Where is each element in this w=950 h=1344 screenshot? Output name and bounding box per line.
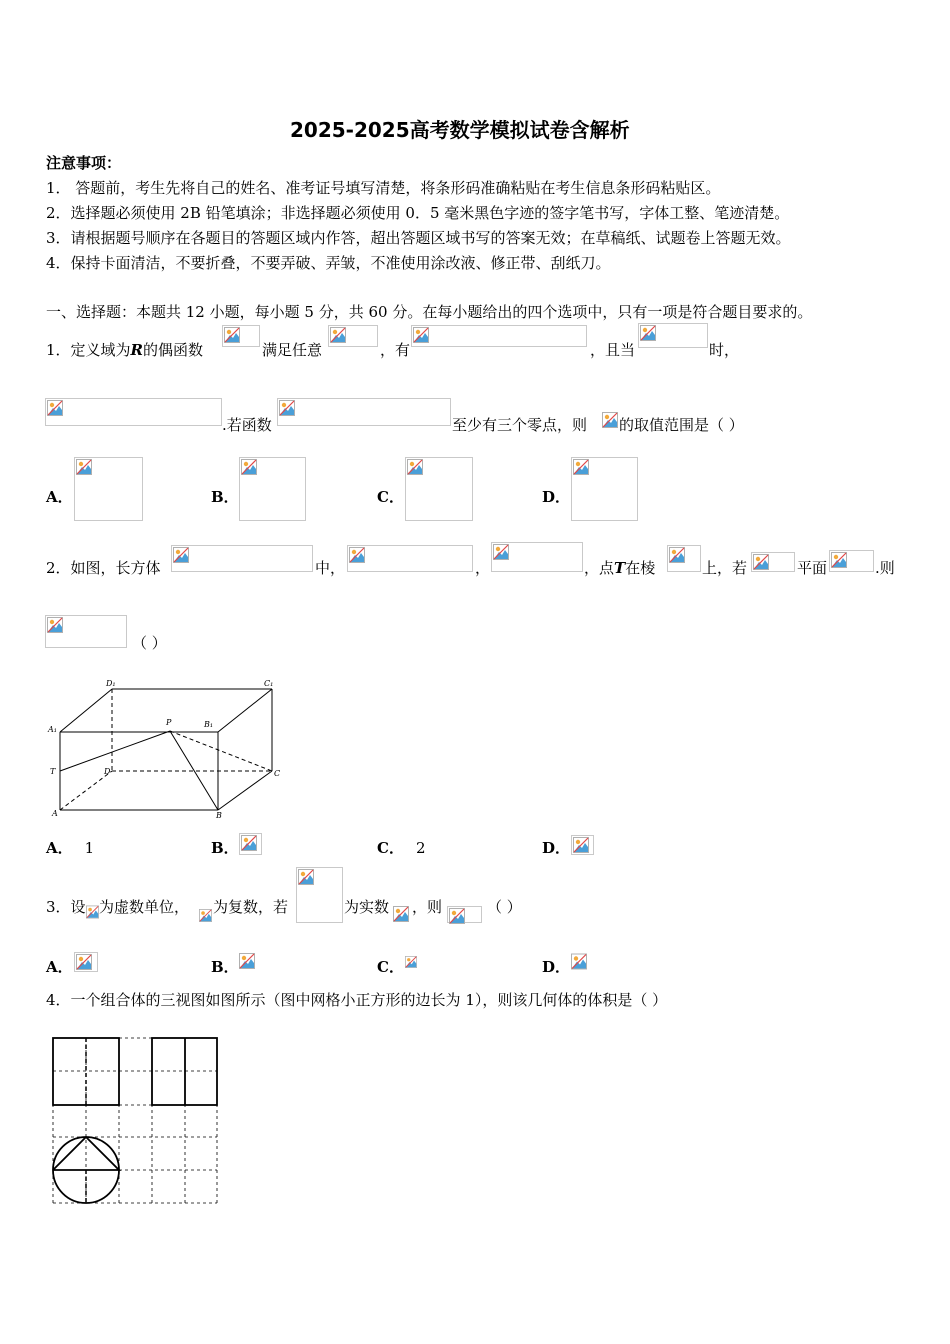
option-image: [74, 457, 143, 521]
vertex-label: C: [274, 769, 281, 778]
image-placeholder-icon: [241, 459, 257, 475]
image-placeholder-icon: [47, 617, 63, 633]
formula-image: [751, 552, 795, 572]
image-placeholder-icon: [224, 327, 240, 343]
option-image: [239, 457, 306, 521]
image-placeholder-icon: [86, 904, 99, 920]
q2-text: .则: [875, 559, 895, 577]
option-label: D．: [542, 958, 571, 976]
formula-image: [45, 398, 222, 426]
vertex-label: D: [104, 767, 111, 776]
image-placeholder-icon: [298, 869, 314, 885]
image-placeholder-icon: [640, 325, 656, 341]
option: A． 1: [46, 839, 95, 857]
option-label: B．: [211, 839, 239, 857]
q3-text: 为虚数单位，: [99, 898, 190, 916]
q2-text: （ ）: [132, 634, 167, 652]
cuboid-figure: [46, 675, 286, 820]
image-placeholder-icon: [76, 954, 92, 970]
image-placeholder-icon: [279, 400, 295, 416]
page-title: 2025-2025高考数学模拟试卷含解析: [290, 118, 630, 142]
notice-item: 1． 答题前，考生先将自己的姓名、准考证号填写清楚，将条形码准确粘贴在考生信息条形码粘贴区。: [46, 179, 721, 197]
notice-item: 4．保持卡面清洁，不要折叠，不要弄破、弄皱，不准使用涂改液、修正带、刮纸刀。: [46, 254, 611, 272]
q2-text: 上，若: [702, 559, 748, 577]
vertex-label: B: [216, 811, 222, 820]
three-view-figure: [50, 1035, 222, 1209]
q2-text: ，: [475, 559, 491, 577]
option-label: B．: [211, 958, 239, 976]
option-label: A．: [46, 958, 73, 976]
image-placeholder-icon: [405, 953, 417, 971]
option-image: [571, 457, 638, 521]
formula-image: [491, 542, 583, 572]
q3-text: ，则: [412, 898, 443, 916]
image-placeholder-icon: [571, 952, 587, 971]
q4-text: 4．一个组合体的三视图如图所示（图中网格小正方形的边长为 1），则该几何体的体积是（ ）: [46, 991, 668, 1009]
image-placeholder-icon: [669, 547, 685, 563]
q1-text: ，且当: [590, 341, 636, 359]
formula-image: [447, 906, 482, 923]
option-label: C．: [377, 958, 404, 976]
image-placeholder-icon: [407, 459, 423, 475]
q3-text: （ ）: [487, 898, 522, 916]
formula-image: [411, 325, 587, 347]
notice-heading: 注意事项：: [46, 154, 122, 172]
image-placeholder-icon: [393, 906, 409, 922]
image-placeholder-icon: [47, 400, 63, 416]
formula-image: [277, 398, 451, 426]
vertex-label: T: [50, 767, 56, 776]
q1-text: 时，: [709, 341, 740, 359]
option-image: [571, 835, 594, 855]
formula-image: [296, 867, 343, 923]
q1-text: 的取值范围是（ ）: [619, 416, 744, 434]
option-label: C．: [377, 488, 404, 506]
image-placeholder-icon: [241, 835, 257, 851]
vertex-label: D₁: [106, 679, 116, 688]
q1-text: 至少有三个零点，则: [452, 416, 588, 434]
image-placeholder-icon: [173, 547, 189, 563]
vertex-label: C₁: [264, 679, 274, 688]
vertex-label: A₁: [48, 725, 57, 734]
image-placeholder-icon: [573, 837, 589, 853]
option-label: B．: [211, 488, 239, 506]
option: C． 2: [377, 839, 426, 857]
formula-image: [171, 545, 313, 572]
vertex-label: A: [52, 809, 58, 818]
q1-text: ，有: [380, 341, 411, 359]
notice-item: 2．选择题必须使用 2B 铅笔填涂；非选择题必须使用 0．5 毫米黑色字迹的签字笔书写，字体工整、笔迹清楚。: [46, 204, 790, 222]
image-placeholder-icon: [573, 459, 589, 475]
vertex-label: P: [166, 718, 172, 727]
notice-item: 3．请根据题号顺序在各题目的答题区域内作答，超出答题区域书写的答案无效；在草稿纸、试题卷上答题无效。: [46, 229, 791, 247]
section-heading: 一、选择题：本题共 12 小题，每小题 5 分，共 60 分。在每小题给出的四个选项中，只有一项是符合题目要求的。: [46, 303, 813, 321]
image-placeholder-icon: [199, 909, 212, 922]
q1-prefix: 1．定义域为R的偶函数: [46, 341, 204, 359]
formula-image: [829, 550, 874, 572]
option-label: D．: [542, 488, 571, 506]
image-placeholder-icon: [831, 552, 847, 568]
option-image: [405, 457, 473, 521]
image-placeholder-icon: [493, 544, 509, 560]
q2-prefix: 2．如图，长方体: [46, 559, 161, 577]
option-label: A．: [46, 488, 73, 506]
image-placeholder-icon: [753, 554, 769, 570]
formula-image: [638, 323, 708, 348]
q2-text: ，点T在棱: [584, 559, 656, 577]
option-label: D．: [542, 839, 571, 857]
formula-image: [222, 325, 260, 347]
option-image: [74, 952, 98, 972]
option-image: [239, 833, 262, 855]
formula-image: [45, 615, 127, 648]
image-placeholder-icon: [330, 327, 346, 343]
image-placeholder-icon: [349, 547, 365, 563]
formula-image: [667, 545, 701, 572]
q1-text: 满足任意: [262, 341, 323, 359]
image-placeholder-icon: [413, 327, 429, 343]
vertex-label: B₁: [204, 720, 214, 729]
q2-text: 平面: [797, 559, 828, 577]
q1-text: .若函数: [222, 416, 272, 434]
q3-text: 为实数: [344, 898, 390, 916]
q3-prefix: 3．设: [46, 898, 86, 916]
formula-image: [328, 325, 378, 347]
image-placeholder-icon: [239, 953, 255, 969]
image-placeholder-icon: [449, 908, 465, 924]
formula-image: [347, 545, 473, 572]
q3-text: 为复数，若: [213, 898, 289, 916]
image-placeholder-icon: [602, 412, 618, 428]
image-placeholder-icon: [76, 459, 92, 475]
q2-text: 中，: [315, 559, 346, 577]
